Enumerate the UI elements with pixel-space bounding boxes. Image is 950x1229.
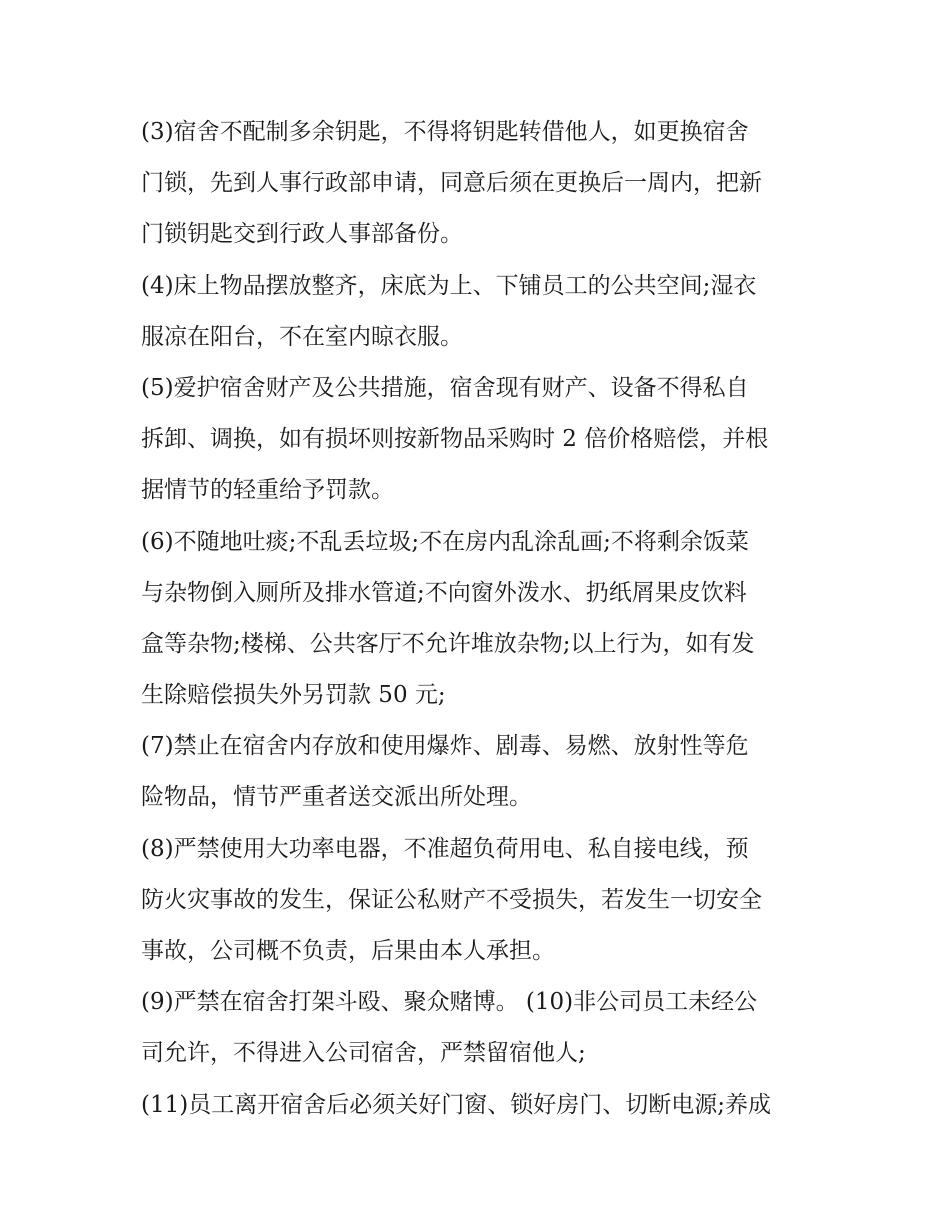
text-line: (11)员工离开宿舍后必须关好门窗、锁好房门、切断电源;养成 <box>141 1091 771 1118</box>
text-line: (3)宿舍不配制多余钥匙，不得将钥匙转借他人，如更换宿舍 <box>141 119 749 145</box>
text-line: 服凉在阳台，不在室内晾衣服。 <box>141 323 463 350</box>
text-line: 司允许，不得进入公司宿舍，严禁留宿他人; <box>141 1040 586 1067</box>
text-line: 据情节的轻重给予罚款。 <box>141 477 394 504</box>
document-body <box>141 107 821 1131</box>
text-line: (4)床上物品摆放整齐，床底为上、下铺员工的公共空间;湿衣 <box>141 272 757 299</box>
text-line: 拆卸、调换，如有损坏则按新物品采购时 2 倍价格赔偿，并根 <box>141 426 769 453</box>
text-line: 与杂物倒入厕所及排水管道;不向窗外泼水、扔纸屑果皮饮料 <box>141 579 747 606</box>
text-line: (5)爱护宿舍财产及公共措施，宿舍现有财产、设备不得私自 <box>141 374 749 401</box>
text-line: (9)严禁在宿舍打架斗殴、聚众赌博。 (10)非公司员工未经公 <box>141 989 758 1016</box>
text-line: (6)不随地吐痰;不乱丢垃圾;不在房内乱涂乱画;不将剩余饭菜 <box>141 528 749 555</box>
text-line: 事故，公司概不负责，后果由本人承担。 <box>141 938 555 964</box>
text-line: 防火灾事故的发生，保证公私财产不受损失，若发生一切安全 <box>141 886 762 913</box>
text-line: 盒等杂物;楼梯、公共客厅不允许堆放杂物;以上行为，如有发 <box>141 630 755 657</box>
text-line: (7)禁止在宿舍内存放和使用爆炸、剧毒、易燃、放射性等危 <box>141 733 749 760</box>
text-line: 门锁钥匙交到行政人事部备份。 <box>141 221 463 248</box>
text-line: 门锁，先到人事行政部申请，同意后须在更换后一周内，把新 <box>141 170 762 197</box>
text-line: 生除赔偿损失外另罚款 50 元; <box>141 682 446 709</box>
text-line: 险物品，情节严重者送交派出所处理。 <box>141 784 532 811</box>
text-line: (8)严禁使用大功率电器，不准超负荷用电、私自接电线，预 <box>141 835 749 862</box>
